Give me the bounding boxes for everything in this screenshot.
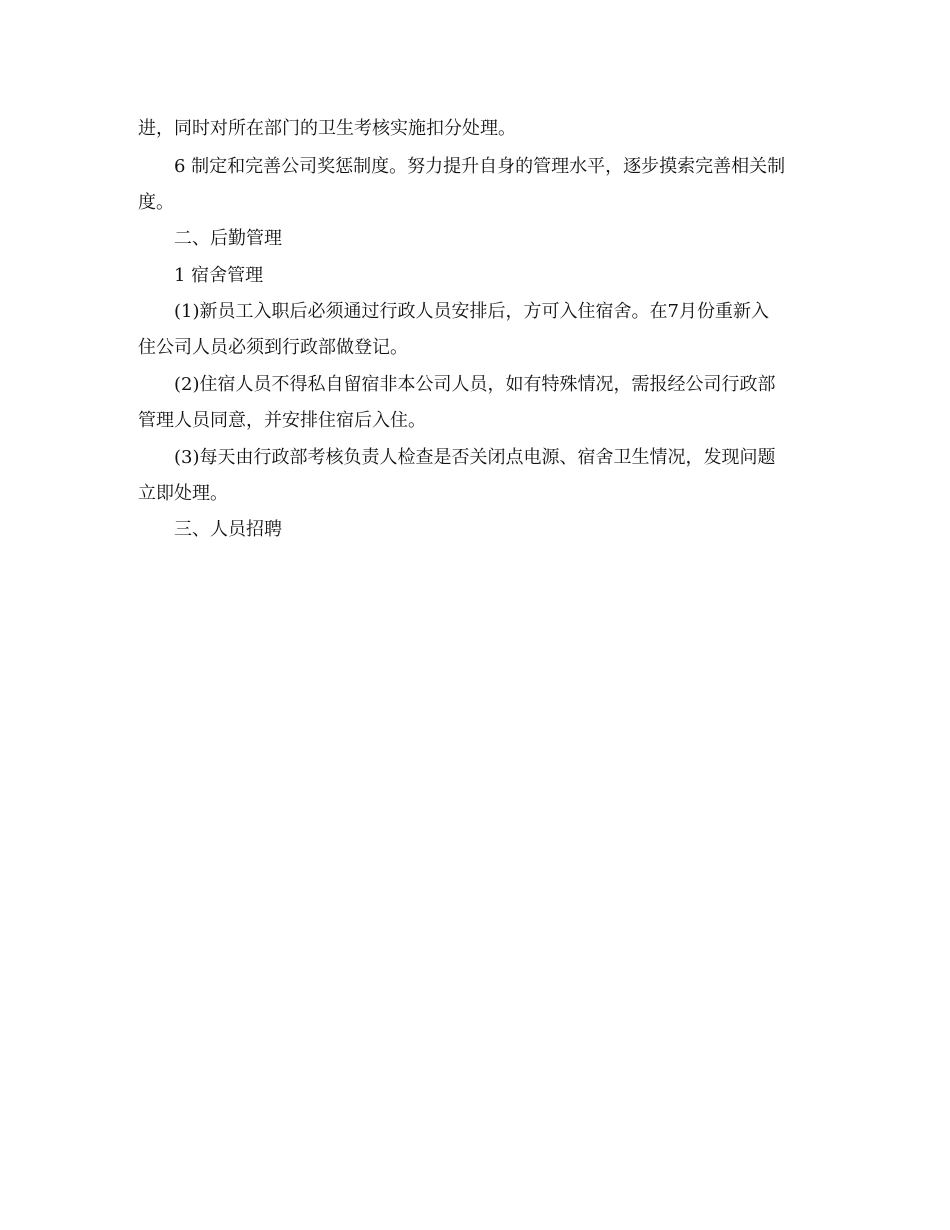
paragraph-line: 管理人员同意，并安排住宿后入住。: [138, 410, 426, 431]
paragraph-line: (3)每天由行政部考核负责人检查是否关闭点电源、宿舍卫生情况，发现问题: [174, 447, 776, 468]
paragraph-line: 住公司人员必须到行政部做登记。: [138, 337, 408, 358]
paragraph-line: 6 制定和完善公司奖惩制度。努力提升自身的管理水平，逐步摸索完善相关制: [174, 156, 786, 177]
paragraph-line: (2)住宿人员不得私自留宿非本公司人员，如有特殊情况，需报经公司行政部: [174, 374, 776, 395]
paragraph-line: 度。: [138, 192, 174, 213]
subsection-heading: 1 宿舍管理: [174, 265, 264, 286]
section-heading: 二、后勤管理: [174, 228, 282, 249]
section-heading: 三、人员招聘: [174, 519, 282, 540]
paragraph-line: (1)新员工入职后必须通过行政人员安排后，方可入住宿舍。在7月份重新入: [174, 301, 769, 322]
paragraph-line: 立即处理。: [138, 483, 228, 504]
paragraph-line: 进，同时对所在部门的卫生考核实施扣分处理。: [138, 118, 516, 139]
